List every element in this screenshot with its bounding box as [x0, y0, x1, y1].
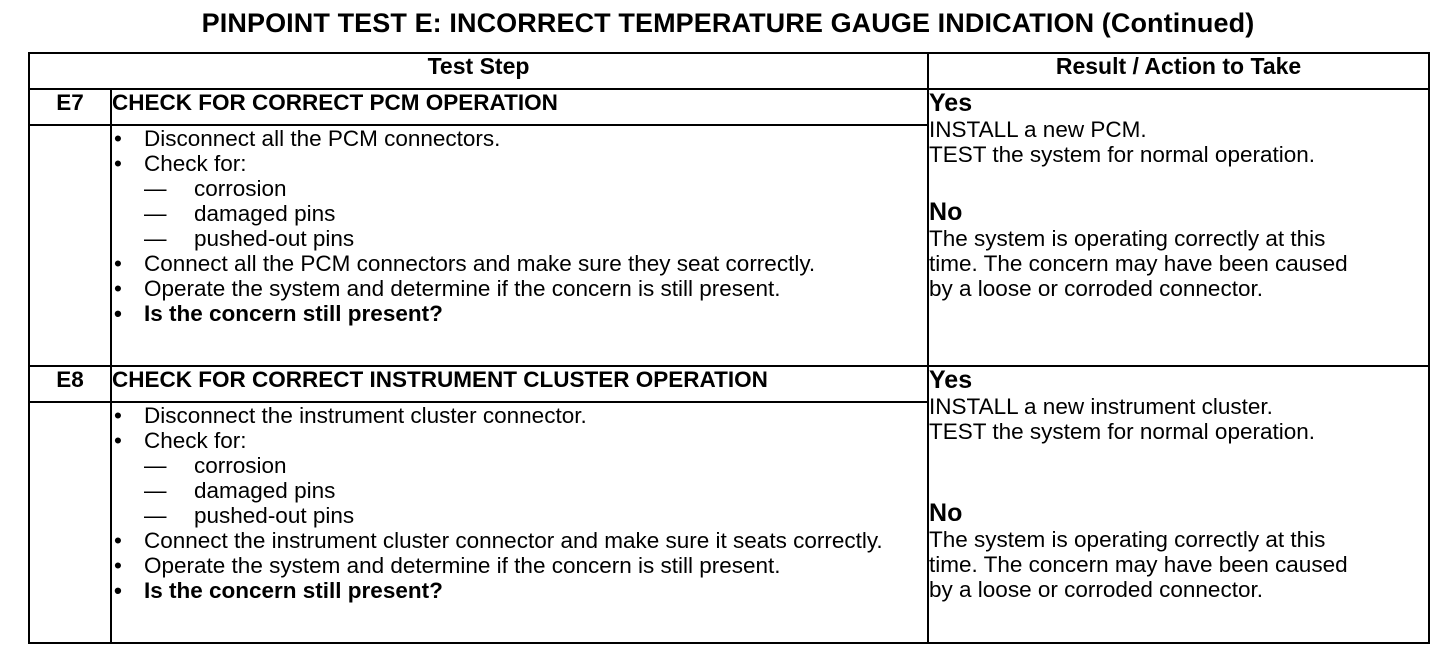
yes-action-line: INSTALL a new PCM. [929, 117, 1147, 142]
table-header-row [29, 53, 1429, 89]
instruction-item: • Operate the system and determine if the concern is still present. [112, 553, 927, 578]
check-item: — damaged pins [112, 201, 927, 226]
no-action-line: time. The concern may have been caused [929, 251, 1348, 276]
instruction-item: • Disconnect the instrument cluster connector. [112, 403, 927, 428]
step-instructions [111, 402, 928, 643]
check-item: — corrosion [112, 453, 927, 478]
no-label: No [929, 499, 963, 527]
instruction-item: • Connect all the PCM connectors and make sure they seat correctly. [112, 251, 927, 276]
result-action-header: Result / Action to Take [928, 53, 1429, 89]
check-item: — damaged pins [112, 478, 927, 503]
step-title: CHECK FOR CORRECT INSTRUMENT CLUSTER OPERATION [111, 366, 928, 402]
yes-label: Yes [929, 89, 973, 117]
instruction-item: • Connect the instrument cluster connector and make sure it seats correctly. [112, 528, 927, 553]
no-action-line: by a loose or corroded connector. [929, 276, 1263, 301]
step-title-row-e8 [29, 366, 1429, 402]
test-step-header: Test Step [29, 53, 928, 89]
instruction-list [112, 126, 927, 326]
result-cell-e7 [928, 89, 1429, 366]
no-action-line: time. The concern may have been caused [929, 552, 1348, 577]
no-label: No [929, 198, 963, 226]
yes-action-line: TEST the system for normal operation. [929, 419, 1316, 444]
instruction-item: • Operate the system and determine if the concern is still present. [112, 276, 927, 301]
yes-action-line: TEST the system for normal operation. [929, 142, 1316, 167]
no-action-line: The system is operating correctly at this [929, 226, 1326, 251]
no-action-line: by a loose or corroded connector. [929, 577, 1263, 602]
page-title: PINPOINT TEST E: INCORRECT TEMPERATURE GAUGE INDICATION (Continued) [201, 8, 1255, 38]
instruction-item: • Disconnect all the PCM connectors. [112, 126, 927, 151]
check-item: — corrosion [112, 176, 927, 201]
step-title-row-e7 [29, 89, 1429, 125]
yes-action-line: INSTALL a new instrument cluster. [929, 394, 1273, 419]
check-item: — pushed-out pins [112, 226, 927, 251]
no-action-line: The system is operating correctly at this [929, 527, 1326, 552]
instruction-item: • Check for: [112, 151, 927, 176]
check-item: — pushed-out pins [112, 503, 927, 528]
instruction-list [112, 403, 927, 603]
question-item: • Is the concern still present? [112, 301, 927, 326]
question-item: • Is the concern still present? [112, 578, 927, 603]
pinpoint-test-table [28, 52, 1430, 644]
step-id: E7 [29, 89, 111, 125]
instruction-item: • Check for: [112, 428, 927, 453]
result-cell-e8 [928, 366, 1429, 643]
yes-label: Yes [929, 366, 973, 394]
step-title: CHECK FOR CORRECT PCM OPERATION [111, 89, 928, 125]
step-id: E8 [29, 366, 111, 402]
step-instructions [111, 125, 928, 366]
